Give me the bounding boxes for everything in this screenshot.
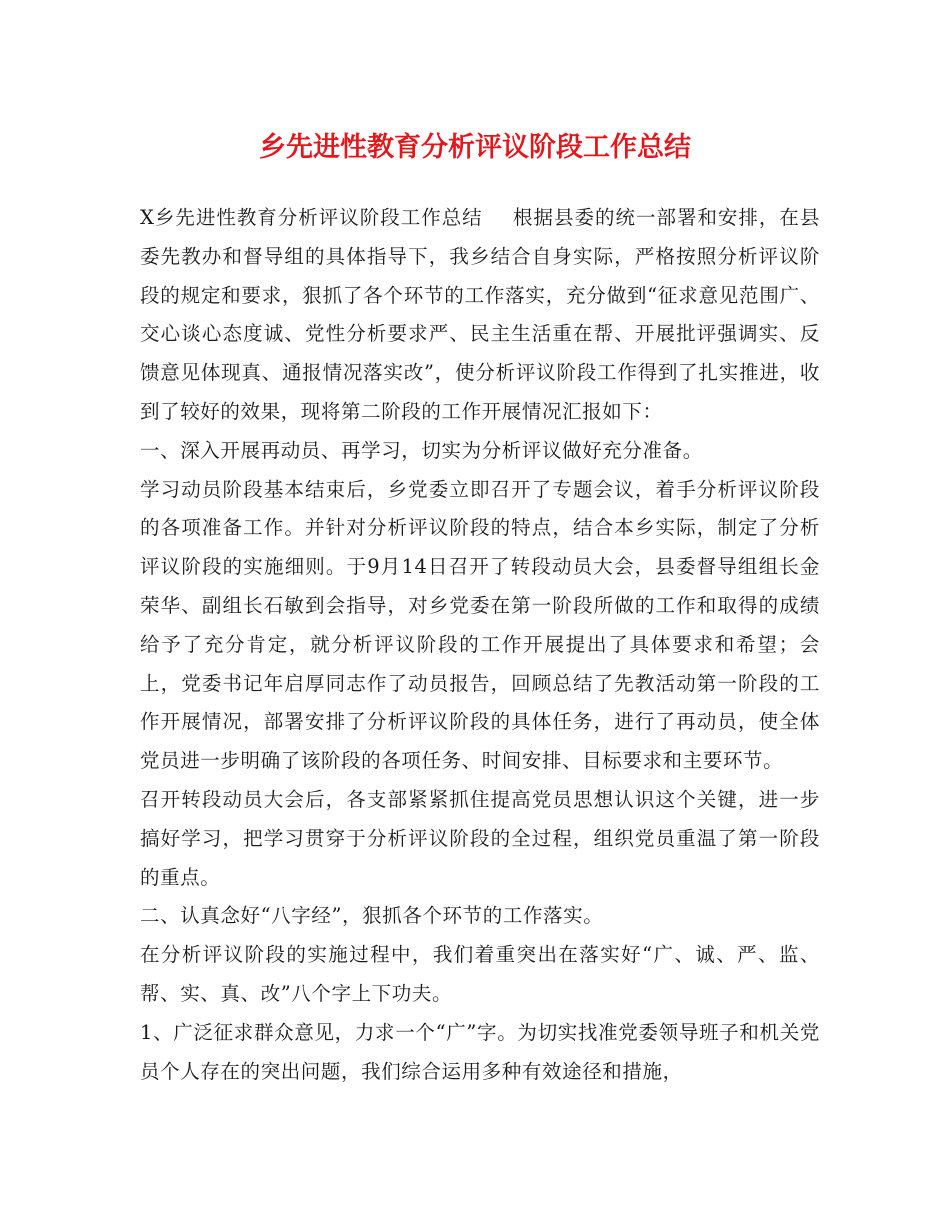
intro-rest: 根据县委的统一部署和安排，在县委先教办和督导组的具体指导下，我乡结合自身实际，严格按照分析评议阶段的规定和要求，狠抓了各个环节的工作落实，充分做到“征求意见范围广、交心谈心态度诚、党性分析要求严、民主生活重在帮、开展批评强调实、反馈意见体现真、通报情况落实改”，使分析评议阶段工作得到了扎实推进，收到了较好的效果，现将第二阶段的工作开展情况汇报如下： bbox=[140, 206, 820, 423]
body-paragraph: 召开转段动员大会后，各支部紧紧抓住提高党员思想认识这个关键，进一步搞好学习，把学习贯穿于分析评议阶段的全过程，组织党员重温了第一阶段的重点。 bbox=[140, 787, 820, 889]
intro-paragraph bbox=[140, 199, 820, 432]
section-heading-2: 二、认真念好“八字经”，狠抓各个环节的工作落实。 bbox=[140, 904, 604, 928]
intro-lead: X乡先进性教育分析评议阶段工作总结 bbox=[140, 206, 483, 229]
body-paragraph: 学习动员阶段基本结束后，乡党委立即召开了专题会议，着手分析评议阶段的各项准备工作。并针对分析评议阶段的特点，结合本乡实际，制定了分析评议阶段的实施细则。于9月14日召开了转段动员大会，县委督导组组长金荣华、副组长石敏到会指导，对乡党委在第一阶段所做的工作和取得的成绩给予了充分肯定，就分析评议阶段的工作开展提出了具体要求和希望；会上，党委书记年启厚同志作了动员报告，回顾总结了先教活动第一阶段的工作开展情况，部署安排了分析评议阶段的具体任务，进行了再动员，使全体党员进一步明确了该阶段的各项任务、时间安排、目标要求和主要环节。 bbox=[140, 477, 820, 773]
document-body bbox=[140, 199, 820, 1091]
body-paragraph: 在分析评议阶段的实施过程中，我们着重突出在落实好“广、诚、严、监、帮、实、真、改”八个字上下功夫。 bbox=[140, 943, 820, 1005]
document-title: 乡先进性教育分析评议阶段工作总结 bbox=[259, 132, 691, 163]
body-paragraph: 1、广泛征求群众意见，力求一个“广”字。为切实找准党委领导班子和机关党员个人存在的突出问题，我们综合运用多种有效途径和措施， bbox=[140, 1020, 820, 1083]
section-heading-1: 一、深入开展再动员、再学习，切实为分析评议做好充分准备。 bbox=[140, 438, 703, 462]
